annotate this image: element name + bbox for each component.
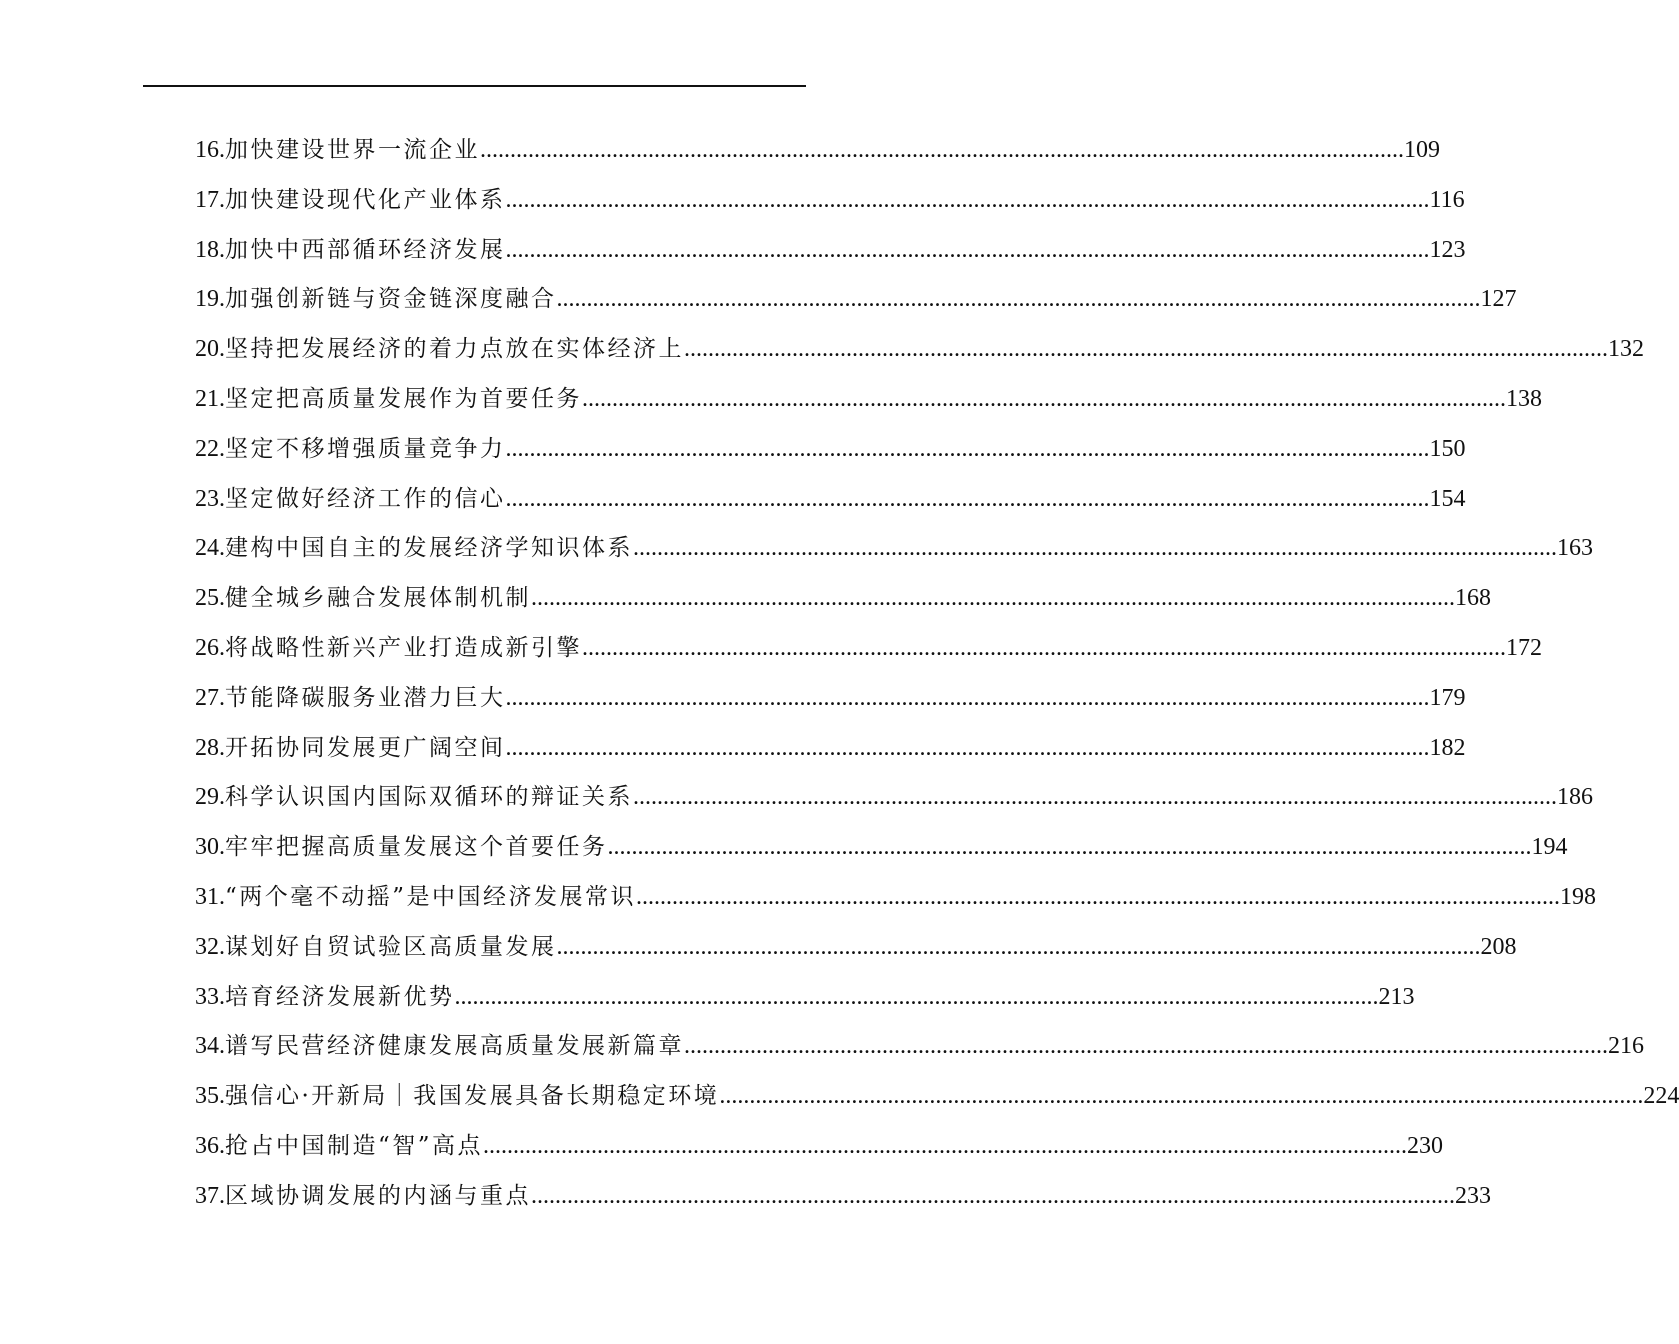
toc-entry-number: 32. xyxy=(195,933,225,960)
toc-entry-title: 坚持把发展经济的着力点放在实体经济上 xyxy=(225,336,684,363)
toc-entry-number: 33. xyxy=(195,983,225,1010)
toc-entry-number: 27. xyxy=(195,684,225,711)
toc-entry-number: 30. xyxy=(195,834,225,861)
toc-dot-leader xyxy=(455,973,1379,1023)
toc-entry[interactable] xyxy=(195,674,1466,724)
toc-entry-number: 26. xyxy=(195,634,225,661)
toc-entry-number: 28. xyxy=(195,734,225,761)
toc-entry[interactable] xyxy=(195,823,1568,873)
toc-entry[interactable] xyxy=(195,574,1491,624)
toc-entry-title: 节能降碳服务业潜力巨大 xyxy=(225,684,506,711)
toc-entry-number: 24. xyxy=(195,535,225,562)
toc-entry[interactable] xyxy=(195,973,1415,1023)
toc-dot-leader xyxy=(557,275,1481,325)
toc-entry-number: 21. xyxy=(195,385,225,412)
toc-entry[interactable] xyxy=(195,923,1517,973)
toc-entry-title: 开拓协同发展更广阔空间 xyxy=(225,734,506,761)
toc-dot-leader xyxy=(633,524,1557,574)
toc-entry-title: 建构中国自主的发展经济学知识体系 xyxy=(225,535,633,562)
toc-dot-leader xyxy=(684,325,1608,375)
toc-entry-page-number: 163 xyxy=(1557,535,1593,562)
toc-entry-page-number: 138 xyxy=(1506,385,1542,412)
toc-dot-leader xyxy=(557,923,1481,973)
toc-entry-page-number: 216 xyxy=(1608,1033,1644,1060)
toc-dot-leader xyxy=(506,674,1430,724)
toc-entry-number: 18. xyxy=(195,236,225,263)
toc-entry-number: 31. xyxy=(195,883,225,910)
toc-entry-title: 加快建设世界一流企业 xyxy=(225,137,480,163)
toc-entry[interactable] xyxy=(195,176,1465,226)
toc-entry-title: 将战略性新兴产业打造成新引擎 xyxy=(225,634,582,661)
toc-entry[interactable] xyxy=(195,1072,1679,1122)
toc-dot-leader xyxy=(582,624,1506,674)
toc-entry-number: 36. xyxy=(195,1132,225,1159)
toc-entry-title: 科学认识国内国际双循环的辩证关系 xyxy=(225,784,633,811)
toc-entry-number: 34. xyxy=(195,1033,225,1060)
toc-entry-page-number: 116 xyxy=(1429,186,1465,213)
toc-entry-page-number: 213 xyxy=(1378,983,1415,1010)
toc-entry[interactable] xyxy=(195,375,1542,425)
toc-dot-leader xyxy=(480,126,1404,176)
toc-entry-title: 区域协调发展的内涵与重点 xyxy=(225,1182,531,1209)
toc-entry[interactable] xyxy=(195,226,1466,276)
toc-dot-leader xyxy=(531,574,1455,624)
toc-entry-title: 坚定不移增强质量竞争力 xyxy=(225,435,506,462)
toc-entry-title: 坚定把高质量发展作为首要任务 xyxy=(225,385,582,412)
toc-entry[interactable] xyxy=(195,873,1597,923)
toc-entry[interactable] xyxy=(195,624,1542,674)
toc-entry-page-number: 186 xyxy=(1557,784,1593,811)
toc-entry[interactable] xyxy=(195,126,1440,176)
toc-entry[interactable] xyxy=(195,1122,1444,1172)
toc-entry-page-number: 194 xyxy=(1531,834,1568,861)
table-of-contents xyxy=(195,126,1679,1222)
toc-entry-page-number: 168 xyxy=(1455,585,1491,612)
toc-entry[interactable] xyxy=(195,773,1593,823)
toc-entry-title: “两个毫不动摇”是中国经济发展常识 xyxy=(225,883,637,910)
toc-entry-page-number: 127 xyxy=(1480,286,1517,313)
toc-dot-leader xyxy=(506,226,1430,276)
toc-entry[interactable] xyxy=(195,1172,1491,1222)
toc-entry-number: 29. xyxy=(195,784,225,811)
toc-entry-page-number: 150 xyxy=(1429,435,1466,462)
toc-entry-page-number: 224 xyxy=(1643,1083,1679,1110)
toc-dot-leader xyxy=(531,1172,1455,1222)
toc-entry-title: 加快中西部循环经济发展 xyxy=(225,236,506,263)
toc-entry[interactable] xyxy=(195,325,1644,375)
toc-entry[interactable] xyxy=(195,724,1466,774)
toc-entry-page-number: 208 xyxy=(1480,933,1517,960)
toc-dot-leader xyxy=(636,873,1560,923)
toc-entry-title: 牢牢把握高质量发展这个首要任务 xyxy=(225,834,608,861)
toc-entry-title: 抢占中国制造“智”高点 xyxy=(225,1132,484,1159)
header-rule xyxy=(143,85,806,87)
toc-entry-page-number: 198 xyxy=(1560,883,1597,910)
toc-dot-leader xyxy=(483,1122,1407,1172)
toc-entry-title: 加强创新链与资金链深度融合 xyxy=(225,286,557,313)
toc-entry[interactable] xyxy=(195,475,1466,525)
toc-dot-leader xyxy=(633,773,1557,823)
toc-entry-number: 22. xyxy=(195,435,225,462)
toc-entry-title: 坚定做好经济工作的信心 xyxy=(225,485,506,512)
toc-entry-title: 培育经济发展新优势 xyxy=(225,983,455,1010)
toc-entry-title: 谱写民营经济健康发展高质量发展新篇章 xyxy=(225,1033,684,1060)
toc-entry-title: 强信心·开新局｜我国发展具备长期稳定环境 xyxy=(225,1083,720,1110)
toc-entry-page-number: 179 xyxy=(1429,684,1466,711)
toc-entry[interactable] xyxy=(195,425,1466,475)
toc-entry-number: 25. xyxy=(195,585,225,612)
toc-entry[interactable] xyxy=(195,524,1593,574)
toc-dot-leader xyxy=(684,1022,1608,1072)
toc-entry-page-number: 233 xyxy=(1455,1182,1491,1209)
toc-dot-leader xyxy=(506,724,1430,774)
toc-entry-number: 16. xyxy=(195,137,225,163)
toc-entry-number: 19. xyxy=(195,286,225,313)
toc-entry-page-number: 154 xyxy=(1429,485,1466,512)
toc-entry-page-number: 132 xyxy=(1608,336,1644,363)
toc-entry-page-number: 109 xyxy=(1404,137,1440,163)
toc-entry-page-number: 123 xyxy=(1429,236,1466,263)
toc-entry-number: 20. xyxy=(195,336,225,363)
toc-dot-leader xyxy=(608,823,1532,873)
toc-entry-page-number: 182 xyxy=(1429,734,1466,761)
toc-entry-number: 35. xyxy=(195,1083,225,1110)
toc-entry-title: 健全城乡融合发展体制机制 xyxy=(225,585,531,612)
toc-dot-leader xyxy=(719,1072,1643,1122)
toc-entry[interactable] xyxy=(195,1022,1644,1072)
toc-entry-number: 17. xyxy=(195,186,225,213)
toc-dot-leader xyxy=(506,425,1430,475)
toc-entry-number: 37. xyxy=(195,1182,225,1209)
toc-entry-title: 加快建设现代化产业体系 xyxy=(225,186,506,213)
toc-entry-page-number: 230 xyxy=(1407,1132,1444,1159)
toc-entry-title: 谋划好自贸试验区高质量发展 xyxy=(225,933,557,960)
toc-dot-leader xyxy=(582,375,1506,425)
toc-entry-number: 23. xyxy=(195,485,225,512)
toc-dot-leader xyxy=(506,475,1430,525)
toc-entry-page-number: 172 xyxy=(1506,634,1542,661)
toc-entry[interactable] xyxy=(195,275,1517,325)
toc-dot-leader xyxy=(506,176,1430,226)
